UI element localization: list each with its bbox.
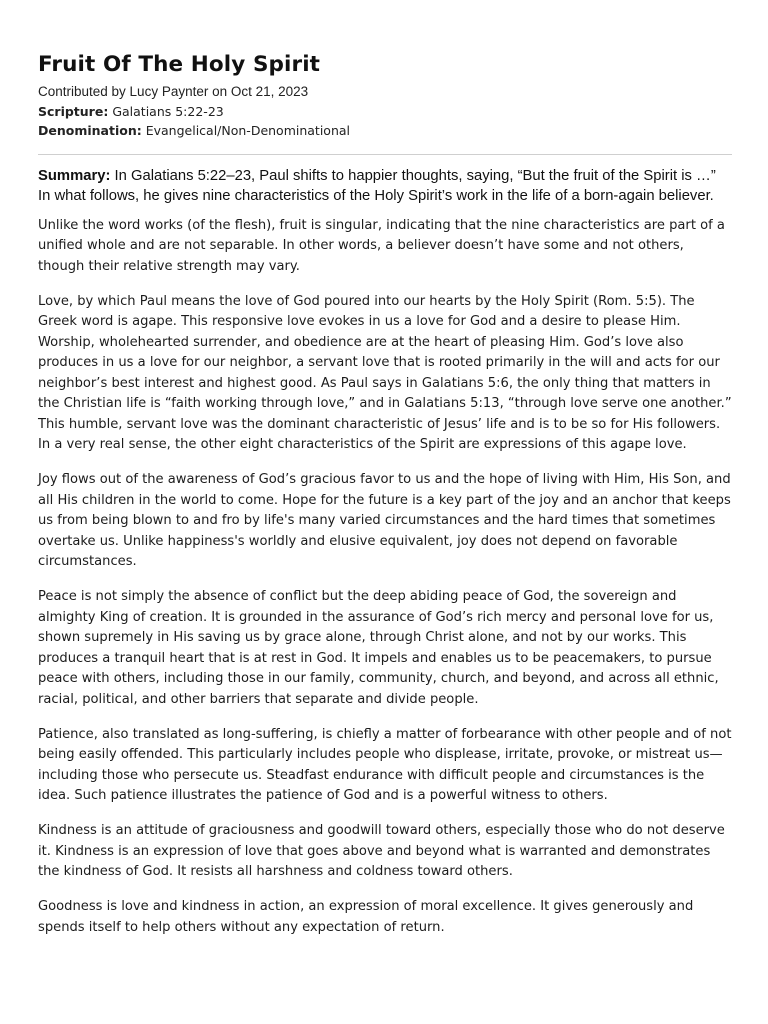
header-divider: [38, 154, 732, 155]
paragraph-kindness: Kindness is an attitude of graciousness and goodwill toward others, especially those who do not deserve it. Kindness is an expression of love that goes above and beyond what is warranted and demonstrates the kindness of God. It resists all harshness and coldness toward others.: [38, 823, 725, 879]
page-title: Fruit Of The Holy Spirit: [38, 52, 321, 77]
denomination-value: Evangelical/Non-Denominational: [145, 123, 351, 138]
contributor-line: Contributed by Lucy Paynter on Oct 21, 2023: [38, 84, 309, 99]
summary-label: Summary:: [38, 167, 111, 184]
denomination-label: Denomination:: [38, 123, 142, 138]
scripture-line: [38, 102, 732, 122]
paragraph-peace: Peace is not simply the absence of conflict but the deep abiding peace of God, the sovereign and almighty King of creation. It is grounded in the assurance of God’s rich mercy and personal love for us, shown supremely in His saving us by grace alone, through Christ alone, and not by our works. This produces a tranquil heart that is at rest in God. It impels and enables us to be peacemakers, to pursue peace with others, including those in our family, community, church, and beyond, and across all ethnic, racial, political, and other barriers that separate and divide people.: [38, 589, 719, 707]
summary: [38, 166, 732, 207]
summary-text: In Galatians 5:22–23, Paul shifts to happier thoughts, saying, “But the fruit of the Spirit is …” In what follows, he gives nine characteristics of the Holy Spirit’s work in the life of a born-again believer.: [38, 167, 716, 204]
paragraph-patience: Patience, also translated as long-suffering, is chiefly a matter of forbearance with other people and of not being easily offended. This particularly includes people who displease, irritate, provoke, or mistreat us—including those who persecute us. Steadfast endurance with difficult people and circumstances is the idea. Such patience illustrates the patience of God and is a powerful witness to others.: [38, 726, 732, 803]
scripture-label: Scripture:: [38, 103, 109, 119]
scripture-value: Galatians 5:22-23: [112, 103, 224, 119]
denomination-line: [38, 121, 732, 141]
paragraph-joy: Joy flows out of the awareness of God’s gracious favor to us and the hope of living with Him, His Son, and all His children in the world to come. Hope for the future is a key part of the joy and an anchor that keeps us from being blown to and fro by life's many varied circumstances and the hard times that sometimes overtake us. Unlike happiness's worldly and elusive equivalent, joy does not depend on favorable circumstances.: [38, 472, 731, 569]
paragraph-goodness: Goodness is love and kindness in action, an expression of moral excellence. It gives generously and spends itself to help others without any expectation of return.: [38, 899, 694, 935]
paragraph-love: Love, by which Paul means the love of God poured into our hearts by the Holy Spirit (Rom. 5:5). The Greek word is agape. This responsive love evokes in us a love for God and a desire to please Him. Worship, wholehearted surrender, and obedience are at the heart of pleasing Him. God’s love also produces in us a love for our neighbor, a servant love that is rooted primarily in the will and acts for our neighbor’s best interest and highest good. As Paul says in Galatians 5:6, the only thing that matters in the Christian life is “faith working through love,” and in Galatians 5:13, “through love serve one another.” This humble, servant love was the dominant characteristic of Jesus’ life and is to be so for His followers. In a very real sense, the other eight characteristics of the Spirit are expressions of this agape love.: [38, 293, 732, 452]
paragraph-fruit-singular: Unlike the word works (of the flesh), fruit is singular, indicating that the nine characteristics are part of a unified whole and are not separable. In other words, a believer doesn’t have some and not others, though their relative strength may vary.: [38, 217, 725, 274]
